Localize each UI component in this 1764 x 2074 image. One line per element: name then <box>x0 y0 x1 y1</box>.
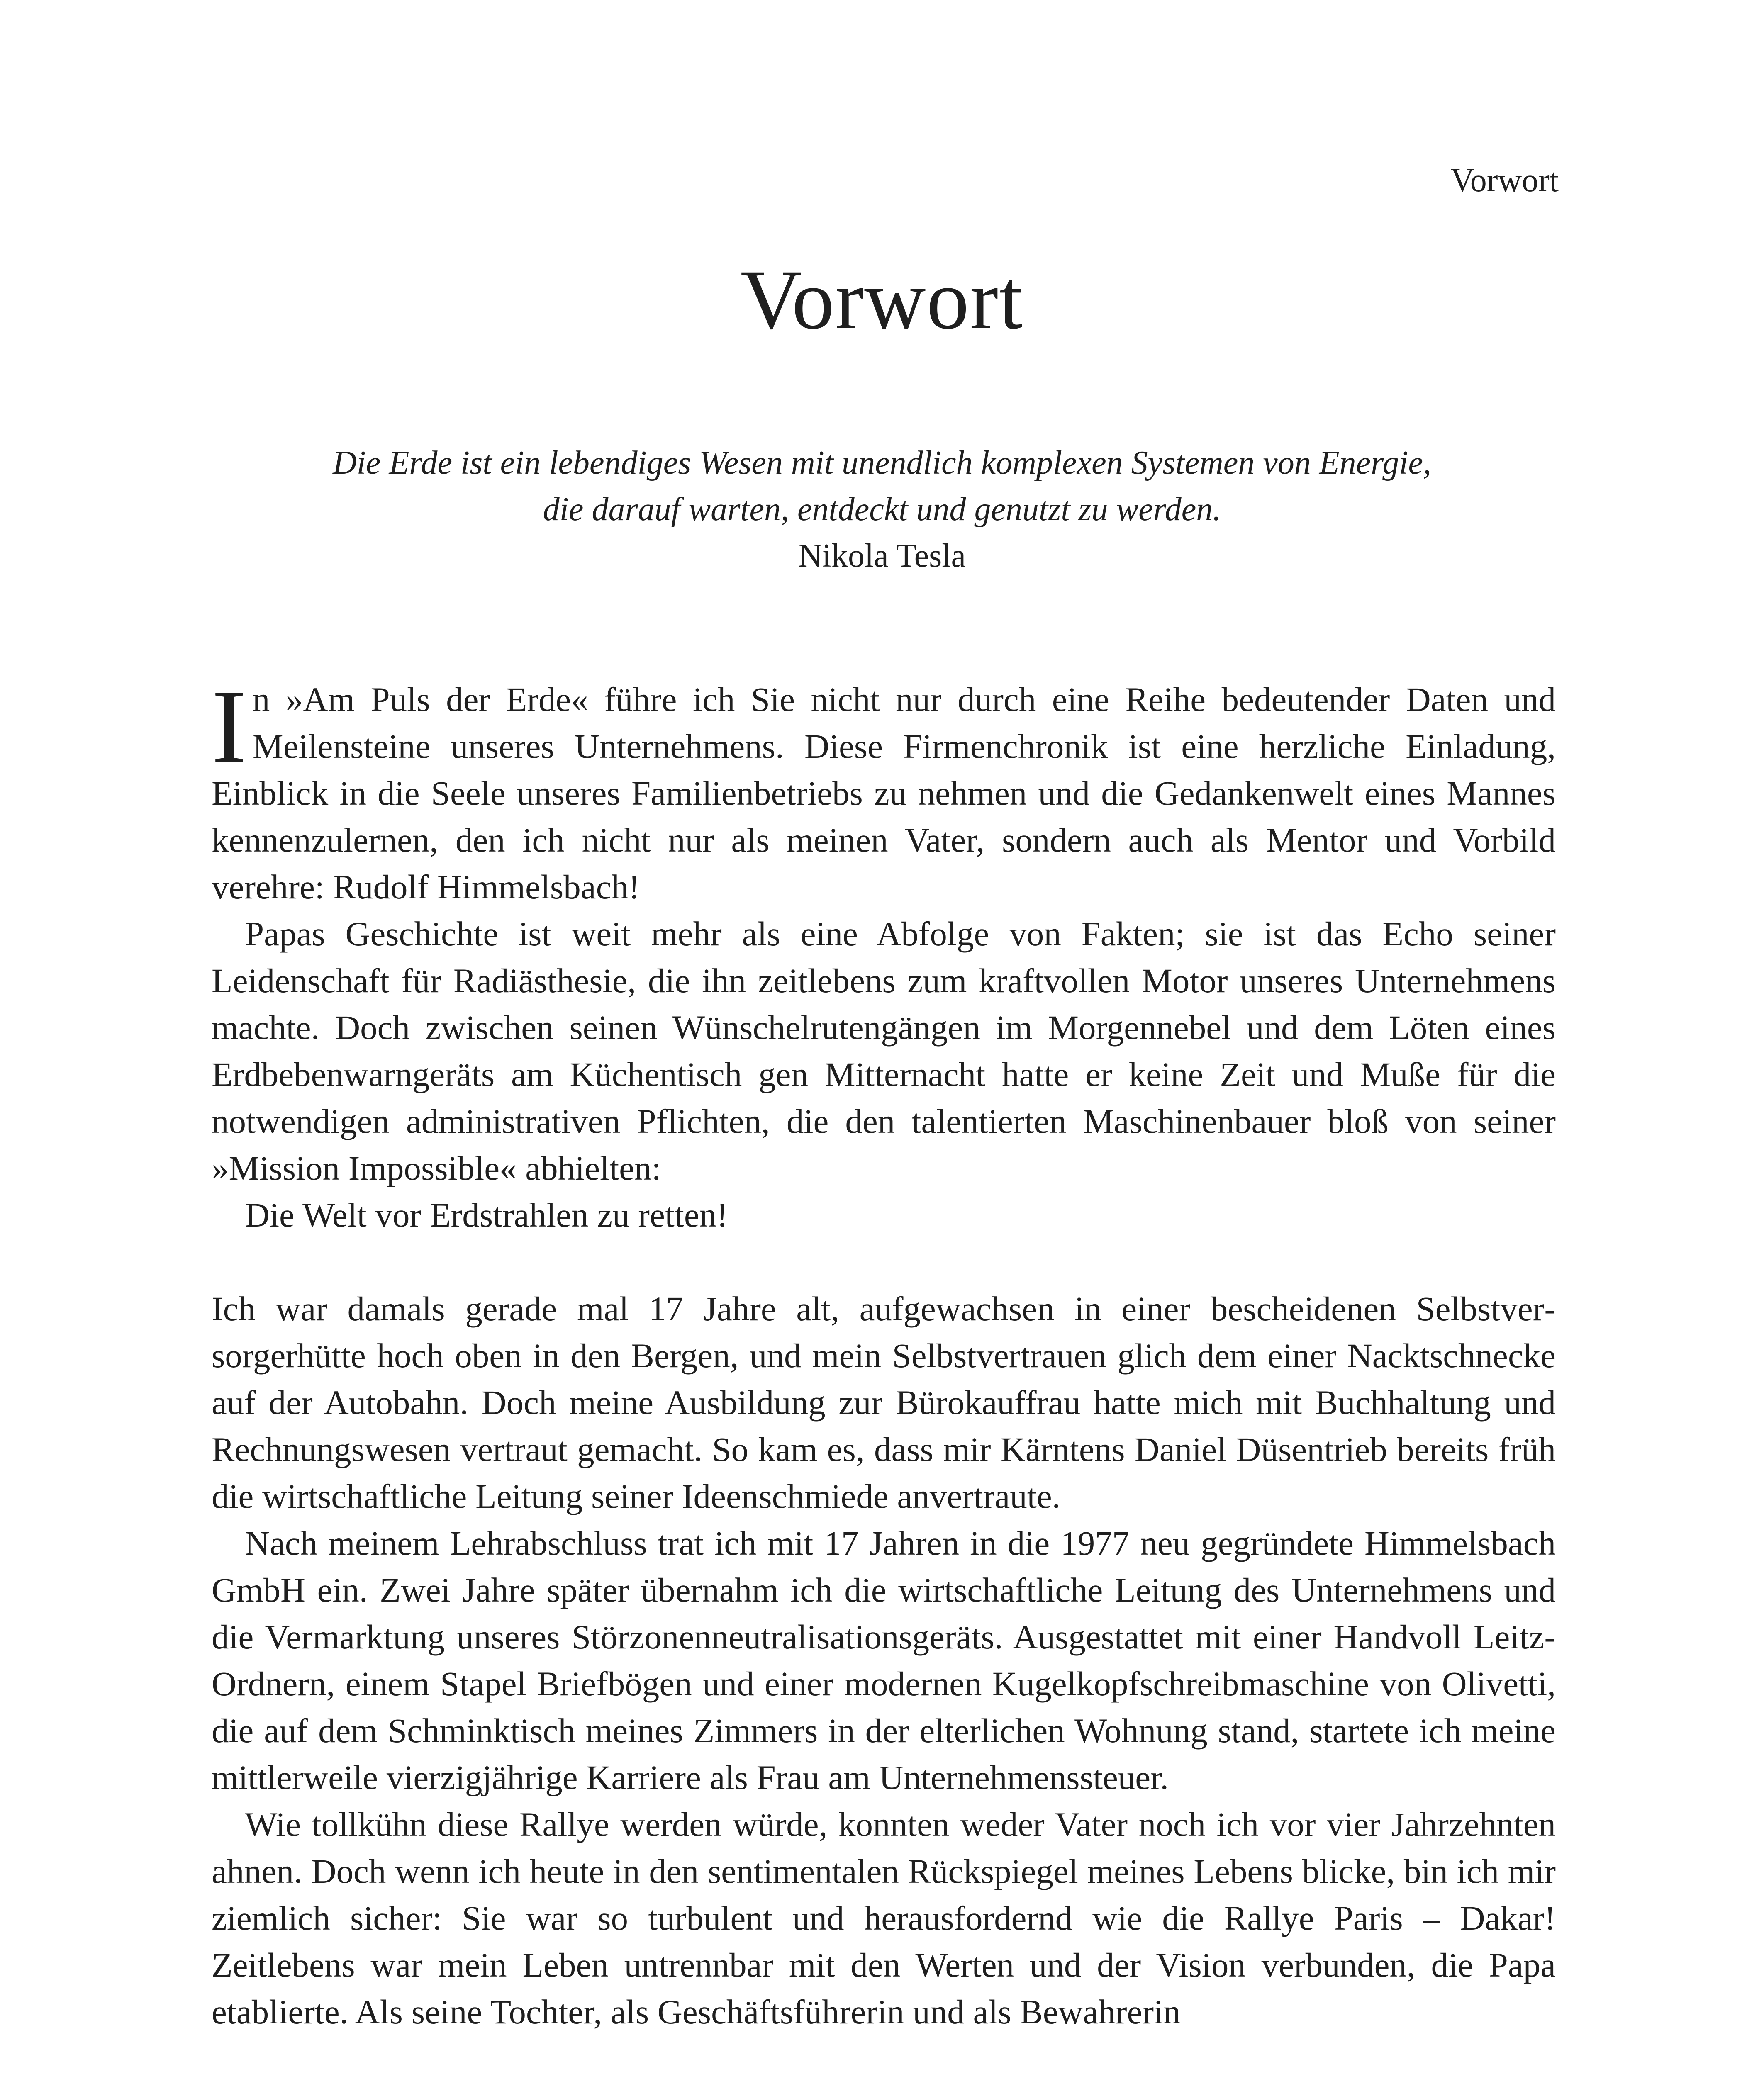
paragraph-3: Die Welt vor Erdstrahlen zu retten! <box>245 1196 728 1234</box>
paragraph-4: Ich war damals gerade mal 17 Jahre alt, aufgewachsen in einer bescheidenen Selbstversorgerhütte hoch oben in den Bergen, und mein Selbstvertrauen glich dem einer Nacktschnecke auf der Autobahn. Doch meine Ausbildung zur Bürokauffrau hatte mich mit Buchhaltung und Rechnungswesen vertraut gemacht. So kam es, dass mir Kärntens Daniel Düsentrieb bereits früh die wirtschaftliche Leitung seiner Ideenschmiede anvertraute. <box>212 1290 1556 1515</box>
epigraph <box>0 440 1764 579</box>
running-head: Vorwort <box>1450 162 1559 199</box>
paragraph-1 <box>212 668 1556 910</box>
epigraph-author: Nikola Tesla <box>798 538 966 574</box>
epigraph-line-2: die darauf warten, entdeckt und genutzt zu werden. <box>543 491 1221 528</box>
paragraph-1-text: n »Am Puls der Erde« führe ich Sie nicht nur durch eine Reihe bedeutender Daten und Meilensteine unseres Unternehmens. Diese Firmenchronik ist eine herzliche Einladung, Einblick in die Seele unseres Familienbetriebs zu nehmen und die Gedankenwelt eines Mannes kennenzulernen, den ich nicht nur als meinen Vater, sondern auch als Mentor und Vorbild verehre: Rudolf Himmelsbach! <box>212 680 1556 906</box>
paragraph-2: Papas Geschichte ist weit mehr als eine Abfolge von Fakten; sie ist das Echo seiner Leidenschaft für Radiästhesie, die ihn zeitlebens zum kraftvollen Motor unseres Unternehmens machte. Doch zwischen seinen Wünschelrutengängen im Morgennebel und dem Löten eines Erdbebenwarngeräts am Küchentisch gen Mitternacht hatte er keine Zeit und Muße für die notwendigen administrativen Pflichten, die den talentierten Maschinenbauer bloß von seiner »Mission Impossible« abhielten: <box>212 915 1556 1187</box>
body-text <box>212 668 1556 2035</box>
paragraph-6: Wie tollkühn diese Rallye werden würde, konnten weder Vater noch ich vor vier Jahrzehnten ahnen. Doch wenn ich heute in den sentimentalen Rückspiegel meines Lebens blicke, bin ich mir ziemlich sicher: Sie war so turbulent und herausfordernd wie die Rallye Paris – Dakar! Zeitlebens war mein Leben untrennbar mit den Werten und der Vision verbunden, die Papa etablierte. Als seine Tochter, als Geschäftsführerin und als Bewahrerin <box>212 1805 1556 2031</box>
paragraph-5: Nach meinem Lehrabschluss trat ich mit 17 Jahren in die 1977 neu gegründete Himmelsbach GmbH ein. Zwei Jahre später übernahm ich die wirtschaftliche Leitung des Unternehmens und die Vermarktung unseres Störzonenneutralisationsgeräts. Ausgestattet mit einer Handvoll Leitz-Ordnern, einem Stapel Briefbögen und einer modernen Kugelkopfschreibmaschine von Olivetti, die auf dem Schminktisch meines Zimmers in der elterlichen Wohnung stand, startete ich meine mittlerweile vierzigjährige Karriere als Frau am Unternehmenssteuer. <box>212 1524 1556 1796</box>
chapter-title: Vorwort <box>740 253 1024 347</box>
epigraph-line-1: Die Erde ist ein lebendiges Wesen mit unendlich komplexen Systemen von Energie, <box>332 445 1432 481</box>
drop-cap: I <box>212 668 247 785</box>
